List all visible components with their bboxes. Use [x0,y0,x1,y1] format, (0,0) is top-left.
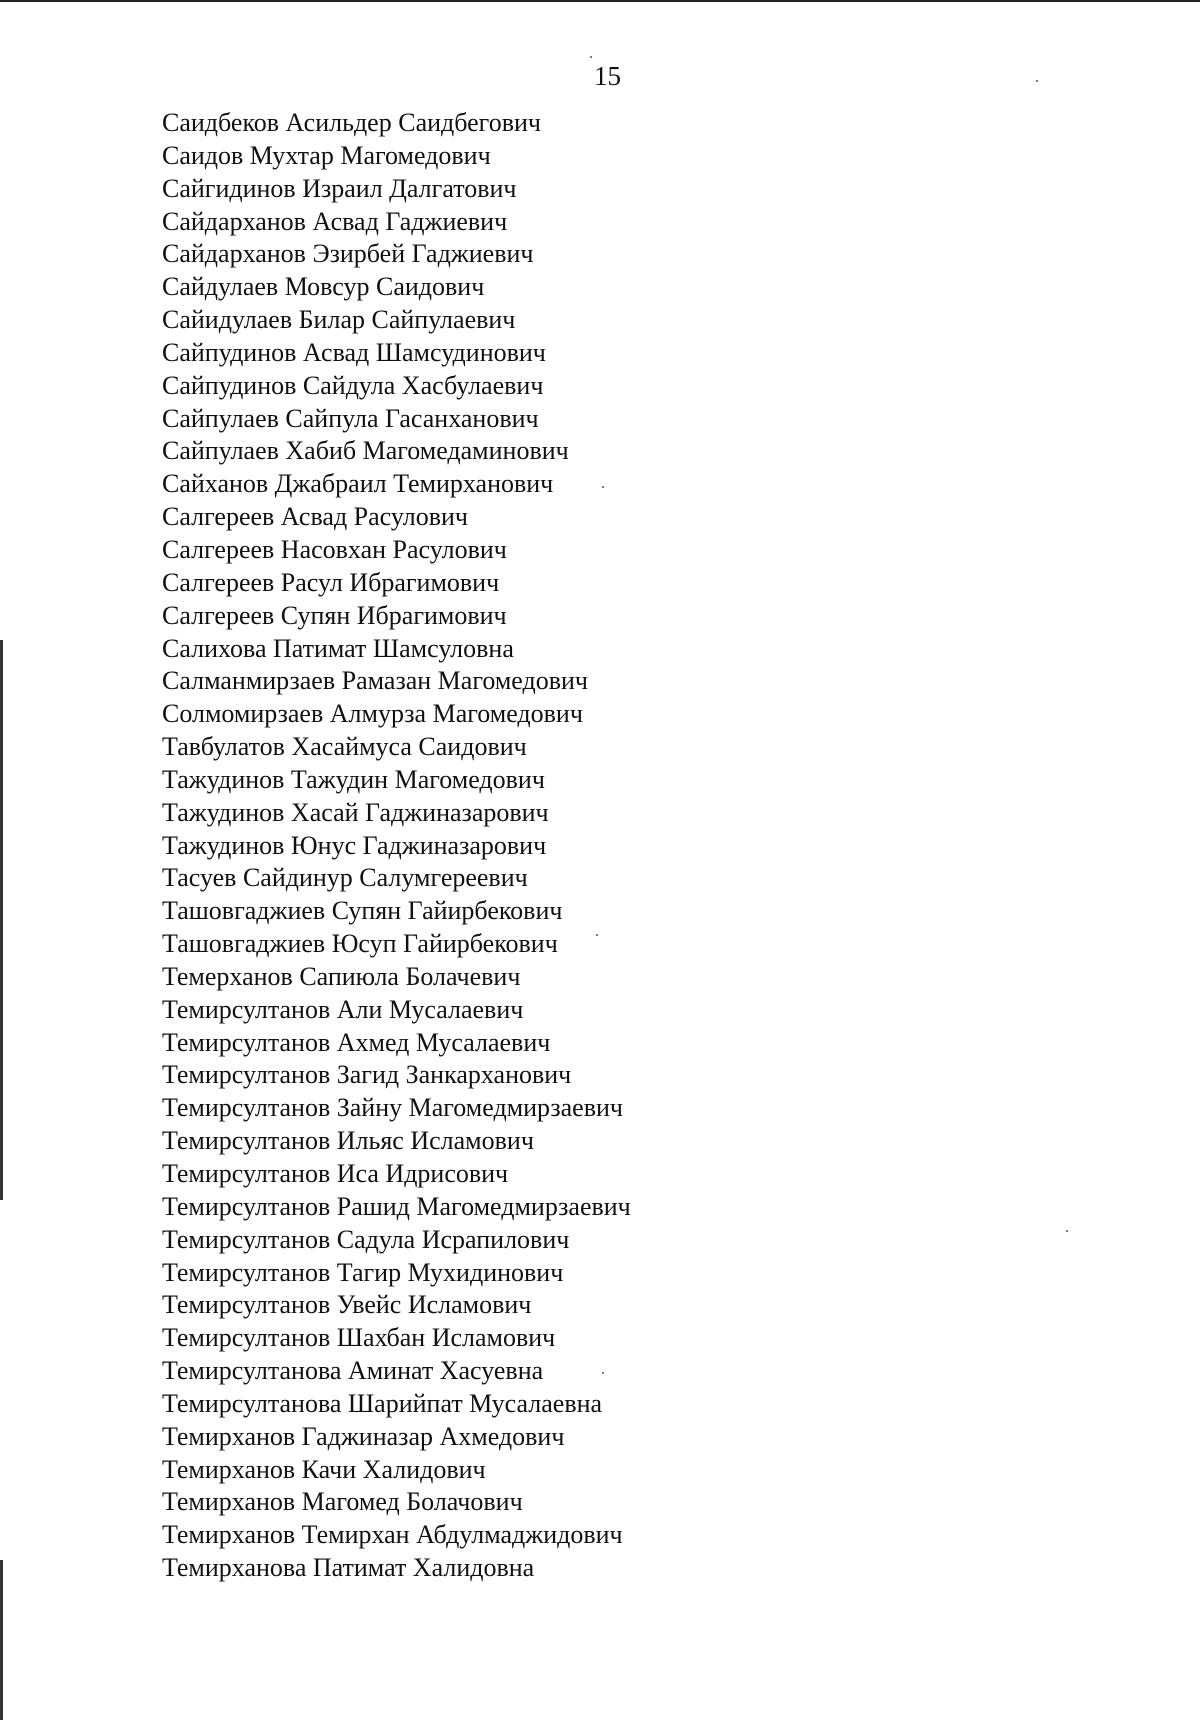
list-item: Тажудинов Юнус Гаджиназарович [162,830,547,860]
list-item: Сайдарханов Асвад Гаджиевич [162,206,508,236]
list-item: Темирсултанова Аминат Хасуевна [162,1356,544,1386]
list-item: Сайханов Джабраил Темирханович [162,469,554,499]
list-item: Темирсултанов Ахмед Мусалаевич [162,1027,551,1057]
list-item: Салгереев Асвад Расулович [162,502,468,532]
list-item: Сайпудинов Сайдула Хасбулаевич [162,370,544,400]
list-item: Салихова Патимат Шамсуловна [162,633,514,663]
list-item: Темирсултанов Зайну Магомедмирзаевич [162,1093,623,1123]
scan-speck [1036,80,1038,82]
list-item: Темирханов Гаджиназар Ахмедович [162,1421,565,1451]
list-item: Ташовгаджиев Юсуп Гайирбекович [162,929,558,959]
list-item: Темирханова Патимат Халидовна [162,1553,535,1583]
list-item: Темирсултанов Шахбан Исламович [162,1323,556,1353]
list-item: Саидбеков Асильдер Саидбегович [162,108,541,137]
list-item: Сайпудинов Асвад Шамсудинович [162,337,546,367]
list-item: Темирсултанов Али Мусалаевич [162,994,524,1024]
list-item: Ташовгаджиев Супян Гайирбекович [162,896,563,926]
page-number: 15 [594,61,621,91]
list-item: Солмомирзаев Алмурза Магомедович [162,699,583,729]
list-item: Салгереев Насовхан Расулович [162,534,507,564]
list-item: Темирсултанов Иса Идрисович [162,1159,509,1188]
list-item: Салгереев Супян Ибрагимович [162,600,507,630]
list-item: Тавбулатов Хасаймуса Саидович [162,732,527,762]
list-item: Темирсултанов Загид Занкарханович [162,1060,572,1090]
list-item: Сайгидинов Израил Далгатович [162,173,517,203]
list-item: Сайпулаев Хабиб Магомедаминович [162,436,569,466]
scan-speck [590,56,592,58]
list-item: Сайпулаев Сайпула Гасанханович [162,403,539,433]
scan-speck [602,1372,604,1374]
list-item: Темирсултанова Шарийпат Мусалаевна [162,1388,603,1418]
list-item: Темирсултанов Рашид Магомедмирзаевич [162,1191,631,1221]
scan-edge-left [0,640,3,1200]
list-item: Сайдулаев Мовсур Саидович [162,272,485,302]
scan-speck [602,486,604,488]
scan-speck [1066,1230,1068,1232]
name-list [162,107,631,1585]
scan-speck [596,934,598,936]
list-item: Темирсултанов Садула Исрапилович [162,1224,570,1254]
list-item: Тажудинов Хасай Гаджиназарович [162,797,549,827]
list-item: Саидов Мухтар Магомедович [162,140,491,170]
list-item: Темирсултанов Ильяс Исламович [162,1126,534,1156]
list-item: Темирханов Темирхан Абдулмаджидович [162,1520,623,1550]
list-item: Тажудинов Тажудин Магомедович [162,764,545,794]
scan-edge-left-lower [0,1560,3,1720]
list-item: Темирсултанов Увейс Исламович [162,1290,532,1320]
list-item: Темерханов Сапиюла Болачевич [162,961,521,991]
list-item: Тасуев Сайдинур Салумгереевич [162,863,528,893]
list-item: Салгереев Расул Ибрагимович [162,567,500,597]
list-item: Сайдарханов Эзирбей Гаджиевич [162,239,534,269]
list-item: Темирханов Магомед Болачович [162,1487,523,1517]
scan-edge-top [0,0,1200,2]
list-item: Салманмирзаев Рамазан Магомедович [162,666,588,696]
list-item: Темирханов Качи Халидович [162,1454,486,1484]
list-item: Сайидулаев Билар Сайпулаевич [162,305,516,335]
list-item: Темирсултанов Тагир Мухидинович [162,1257,564,1287]
